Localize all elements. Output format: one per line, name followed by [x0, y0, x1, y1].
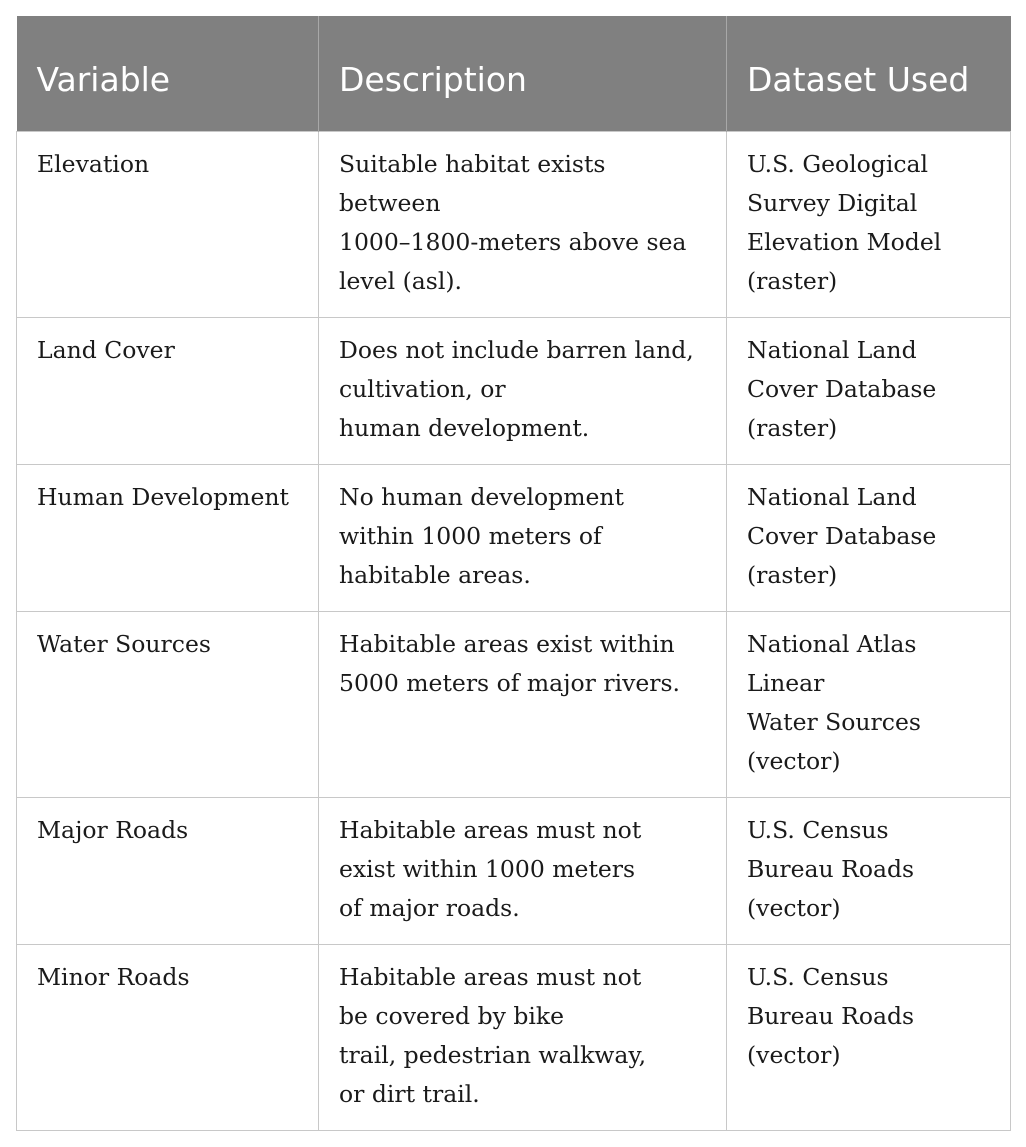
- cell-description: Habitable areas exist within 5000 meters of major rivers.: [319, 611, 727, 797]
- cell-variable: Major Roads: [17, 797, 319, 944]
- cell-description: Suitable habitat exists between 1000–1800-meters above sea level (asl).: [319, 131, 727, 317]
- header-dataset-used: Dataset Used: [727, 16, 1011, 131]
- cell-description: Habitable areas must not be covered by bike trail, pedestrian walkway, or dirt trail.: [319, 944, 727, 1130]
- cell-variable: Land Cover: [17, 317, 319, 464]
- cell-variable: Elevation: [17, 131, 319, 317]
- cell-variable: Water Sources: [17, 611, 319, 797]
- cell-dataset: National Atlas Linear Water Sources (vector): [727, 611, 1011, 797]
- table-row: [17, 317, 1011, 464]
- table-body: [17, 131, 1011, 1130]
- data-table-container: [16, 16, 1010, 1131]
- cell-dataset: U.S. Census Bureau Roads (vector): [727, 797, 1011, 944]
- cell-dataset: U.S. Geological Survey Digital Elevation Model (raster): [727, 131, 1011, 317]
- table-row: [17, 611, 1011, 797]
- header-description: Description: [319, 16, 727, 131]
- cell-dataset: U.S. Census Bureau Roads (vector): [727, 944, 1011, 1130]
- habitat-variables-table: [16, 16, 1011, 1131]
- cell-variable: Minor Roads: [17, 944, 319, 1130]
- cell-description: Habitable areas must not exist within 1000 meters of major roads.: [319, 797, 727, 944]
- header-row: [17, 16, 1011, 131]
- table-row: [17, 464, 1011, 611]
- cell-description: Does not include barren land, cultivation, or human development.: [319, 317, 727, 464]
- cell-variable: Human Development: [17, 464, 319, 611]
- cell-dataset: National Land Cover Database (raster): [727, 317, 1011, 464]
- table-row: [17, 944, 1011, 1130]
- cell-dataset: National Land Cover Database (raster): [727, 464, 1011, 611]
- table-row: [17, 797, 1011, 944]
- table-header: [17, 16, 1011, 131]
- cell-description: No human development within 1000 meters of habitable areas.: [319, 464, 727, 611]
- header-variable: Variable: [17, 16, 319, 131]
- table-row: [17, 131, 1011, 317]
